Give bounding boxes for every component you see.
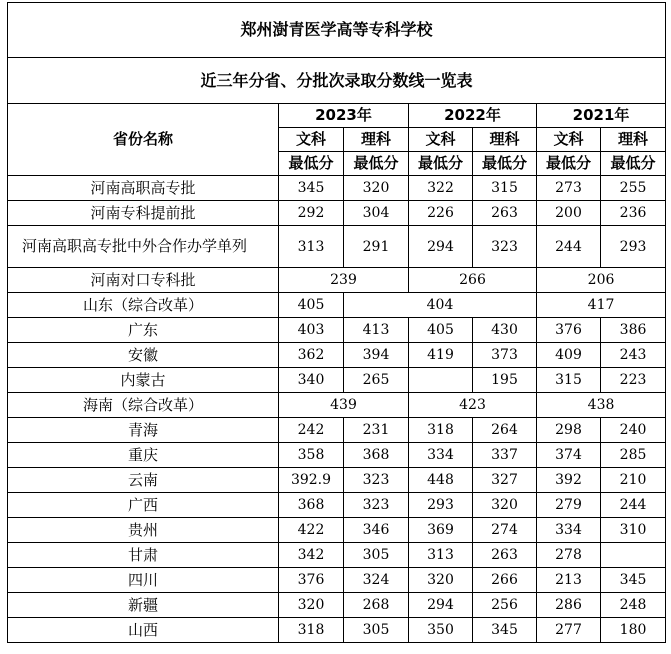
province-name: 广东 — [8, 318, 279, 343]
score-cell: 180 — [601, 618, 666, 643]
score-cell: 213 — [537, 568, 601, 593]
score-cell: 240 — [601, 418, 666, 443]
score-cell: 315 — [473, 176, 537, 201]
table-row — [8, 201, 666, 226]
merged-score-cell: 417 — [537, 293, 666, 318]
merged-score-cell: 239 — [279, 268, 409, 293]
table-row — [8, 176, 666, 201]
score-cell: 345 — [473, 618, 537, 643]
score-cell: 263 — [473, 201, 537, 226]
score-cell: 358 — [279, 443, 344, 468]
score-cell: 226 — [409, 201, 473, 226]
score-cell: 394 — [344, 343, 409, 368]
table-row — [8, 468, 666, 493]
province-name: 安徽 — [8, 343, 279, 368]
table-row — [8, 268, 666, 293]
arts-header: 文科 — [279, 128, 344, 152]
score-cell: 373 — [473, 343, 537, 368]
score-cell: 263 — [473, 543, 537, 568]
score-cell: 337 — [473, 443, 537, 468]
science-header: 理科 — [601, 128, 666, 152]
score-cell: 345 — [601, 568, 666, 593]
table-row — [8, 543, 666, 568]
merged-score-cell: 439 — [279, 393, 409, 418]
score-cell: 293 — [409, 493, 473, 518]
score-cell: 320 — [344, 176, 409, 201]
score-sheet — [1, 0, 670, 652]
score-cell: 368 — [344, 443, 409, 468]
score-cell: 291 — [344, 226, 409, 268]
score-cell: 342 — [279, 543, 344, 568]
score-cell: 405 — [279, 293, 344, 318]
score-cell: 248 — [601, 593, 666, 618]
score-cell: 294 — [409, 226, 473, 268]
science-header: 理科 — [344, 128, 409, 152]
year-header-2021: 2021年 — [537, 104, 666, 128]
score-cell: 409 — [537, 343, 601, 368]
province-name: 贵州 — [8, 518, 279, 543]
score-cell: 392 — [537, 468, 601, 493]
table-title: 近三年分省、分批次录取分数线一览表 — [8, 58, 666, 104]
province-name: 内蒙古 — [8, 368, 279, 393]
score-cell: 413 — [344, 318, 409, 343]
min-score-header: 最低分 — [279, 152, 344, 176]
score-cell: 244 — [537, 226, 601, 268]
score-cell — [601, 543, 666, 568]
science-header: 理科 — [473, 128, 537, 152]
score-cell: 320 — [279, 593, 344, 618]
score-cell: 323 — [344, 493, 409, 518]
score-cell: 292 — [279, 201, 344, 226]
merged-score-cell: 266 — [409, 268, 537, 293]
score-cell: 327 — [473, 468, 537, 493]
min-score-header: 最低分 — [344, 152, 409, 176]
province-name: 山西 — [8, 618, 279, 643]
table-row — [8, 393, 666, 418]
province-name: 云南 — [8, 468, 279, 493]
table-row — [8, 293, 666, 318]
table-row — [8, 418, 666, 443]
table-row — [8, 343, 666, 368]
score-cell: 264 — [473, 418, 537, 443]
score-cell: 403 — [279, 318, 344, 343]
score-cell: 320 — [409, 568, 473, 593]
merged-score-cell: 438 — [537, 393, 666, 418]
province-column-header: 省份名称 — [8, 104, 279, 176]
province-name: 甘肃 — [8, 543, 279, 568]
score-cell: 419 — [409, 343, 473, 368]
score-cell: 195 — [473, 368, 537, 393]
table-row — [8, 518, 666, 543]
score-cell: 374 — [537, 443, 601, 468]
table-row — [8, 318, 666, 343]
province-name: 河南专科提前批 — [8, 201, 279, 226]
year-header-2022: 2022年 — [409, 104, 537, 128]
score-cell: 369 — [409, 518, 473, 543]
min-score-header: 最低分 — [537, 152, 601, 176]
score-cell: 313 — [409, 543, 473, 568]
table-row — [8, 226, 666, 268]
score-cell: 293 — [601, 226, 666, 268]
merged-score-cell: 423 — [409, 393, 537, 418]
table-row — [8, 618, 666, 643]
score-cell: 242 — [279, 418, 344, 443]
score-cell: 322 — [409, 176, 473, 201]
merged-score-cell: 404 — [344, 293, 537, 318]
score-cell: 376 — [537, 318, 601, 343]
min-score-header: 最低分 — [409, 152, 473, 176]
score-cell: 243 — [601, 343, 666, 368]
score-cell: 244 — [601, 493, 666, 518]
province-name: 河南对口专科批 — [8, 268, 279, 293]
min-score-header: 最低分 — [601, 152, 666, 176]
arts-header: 文科 — [409, 128, 473, 152]
table-row — [8, 568, 666, 593]
score-cell: 345 — [279, 176, 344, 201]
score-cell: 376 — [279, 568, 344, 593]
score-cell: 405 — [409, 318, 473, 343]
score-cell: 274 — [473, 518, 537, 543]
merged-score-cell: 206 — [537, 268, 666, 293]
school-title: 郑州澍青医学高等专科学校 — [8, 3, 666, 58]
score-cell: 200 — [537, 201, 601, 226]
score-cell: 277 — [537, 618, 601, 643]
score-cell: 318 — [279, 618, 344, 643]
score-cell: 320 — [473, 493, 537, 518]
score-cell: 279 — [537, 493, 601, 518]
score-cell: 315 — [537, 368, 601, 393]
score-cell: 323 — [344, 468, 409, 493]
score-cell: 323 — [473, 226, 537, 268]
score-cell — [409, 368, 473, 393]
table-row — [8, 368, 666, 393]
score-cell: 340 — [279, 368, 344, 393]
score-cell: 305 — [344, 543, 409, 568]
score-cell: 368 — [279, 493, 344, 518]
score-cell: 346 — [344, 518, 409, 543]
score-cell: 223 — [601, 368, 666, 393]
province-name: 新疆 — [8, 593, 279, 618]
score-cell: 304 — [344, 201, 409, 226]
score-cell: 210 — [601, 468, 666, 493]
score-cell: 362 — [279, 343, 344, 368]
score-cell: 256 — [473, 593, 537, 618]
score-cell: 392.9 — [279, 468, 344, 493]
score-cell: 285 — [601, 443, 666, 468]
score-cell: 278 — [537, 543, 601, 568]
year-header-2023: 2023年 — [279, 104, 409, 128]
score-cell: 334 — [409, 443, 473, 468]
score-cell: 236 — [601, 201, 666, 226]
table-row — [8, 443, 666, 468]
score-cell: 286 — [537, 593, 601, 618]
score-cell: 298 — [537, 418, 601, 443]
score-cell: 268 — [344, 593, 409, 618]
table-row — [8, 493, 666, 518]
score-cell: 265 — [344, 368, 409, 393]
province-name: 广西 — [8, 493, 279, 518]
province-name: 河南高职高专批中外合作办学单列 — [8, 226, 279, 268]
score-cell: 350 — [409, 618, 473, 643]
score-cell: 310 — [601, 518, 666, 543]
province-name: 海南（综合改革） — [8, 393, 279, 418]
score-cell: 294 — [409, 593, 473, 618]
score-cell: 255 — [601, 176, 666, 201]
score-cell: 386 — [601, 318, 666, 343]
arts-header: 文科 — [537, 128, 601, 152]
province-name: 重庆 — [8, 443, 279, 468]
score-cell: 334 — [537, 518, 601, 543]
score-cell: 273 — [537, 176, 601, 201]
score-cell: 305 — [344, 618, 409, 643]
score-cell: 422 — [279, 518, 344, 543]
province-name: 青海 — [8, 418, 279, 443]
score-cell: 266 — [473, 568, 537, 593]
table-row — [8, 593, 666, 618]
province-name: 山东（综合改革） — [8, 293, 279, 318]
score-cell: 231 — [344, 418, 409, 443]
score-cell: 313 — [279, 226, 344, 268]
score-cell: 318 — [409, 418, 473, 443]
admission-score-table — [7, 2, 666, 643]
score-cell: 430 — [473, 318, 537, 343]
min-score-header: 最低分 — [473, 152, 537, 176]
province-name: 四川 — [8, 568, 279, 593]
province-name: 河南高职高专批 — [8, 176, 279, 201]
score-cell: 324 — [344, 568, 409, 593]
score-cell: 448 — [409, 468, 473, 493]
